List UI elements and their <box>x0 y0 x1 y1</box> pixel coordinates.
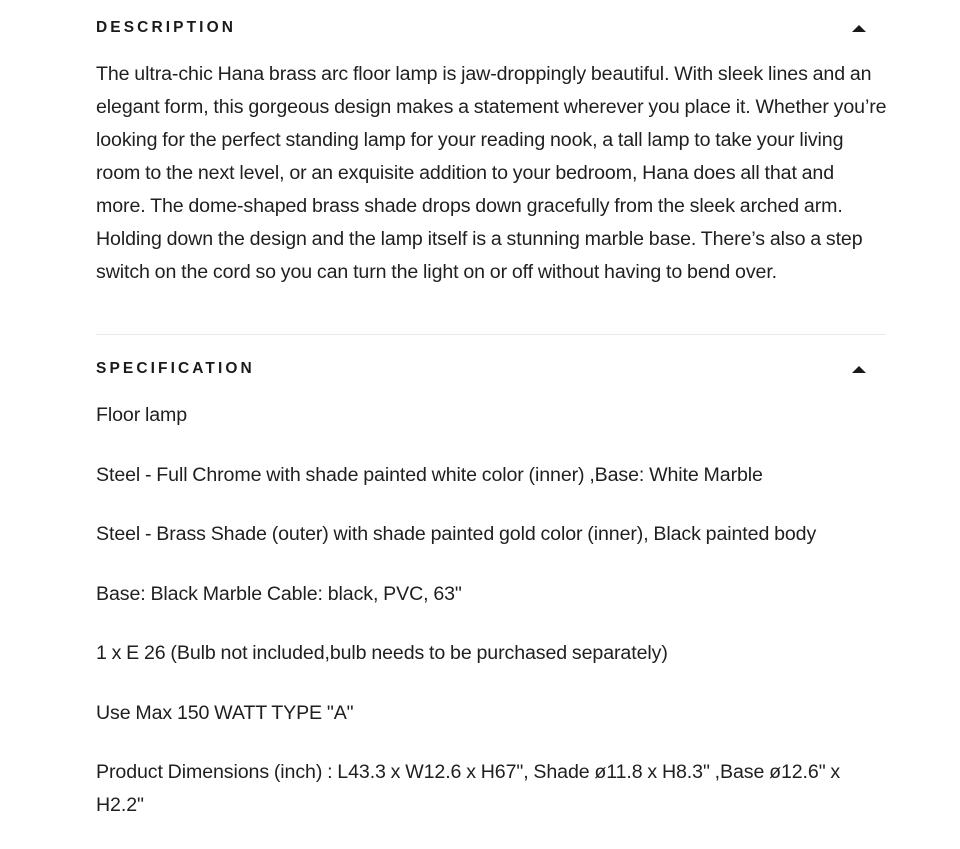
description-title: DESCRIPTION <box>96 19 237 36</box>
specification-title: SPECIFICATION <box>96 360 255 377</box>
caret-up-icon[interactable] <box>852 366 866 373</box>
specification-accordion-header[interactable] <box>96 358 886 380</box>
spec-item-type: Floor lamp <box>96 404 188 426</box>
spec-item-brass-material: Steel - Brass Shade (outer) with shade painted gold color (inner), Black painted body <box>96 523 817 545</box>
section-divider <box>96 334 886 335</box>
description-accordion-header[interactable] <box>96 17 886 39</box>
description-body: The ultra-chic Hana brass arc floor lamp is jaw-droppingly beautiful. With sleek lines and an elegant form, this gorgeous design makes a statement wherever you place it. Whether you’re looking for the perfect standing lamp for your reading nook, a tall lamp to take your living room to the next level, or an exquisite addition to your bedroom, Hana does all that and more. The dome-shaped brass shade drops down gracefully from the sleek arched arm. Holding down the design and the lamp itself is a stunning marble base. There’s also a step switch on the cord so you can turn the light on or off without having to bend over. <box>96 63 887 283</box>
spec-item-wattage: Use Max 150 WATT TYPE "A" <box>96 701 354 724</box>
specification-list <box>96 399 888 849</box>
spec-item-bulb: 1 x E 26 (Bulb not included,bulb needs to be purchased separately) <box>96 642 668 664</box>
spec-item-base-cable: Base: Black Marble Cable: black, PVC, 63" <box>96 582 462 605</box>
spec-item-dimensions: Product Dimensions (inch) : L43.3 x W12.6 x H67", Shade ø11.8 x H8.3" ,Base ø12.6" x H2.2" <box>96 761 841 816</box>
spec-item-chrome-material: Steel - Full Chrome with shade painted white color (inner) ,Base: White Marble <box>96 463 763 486</box>
caret-up-icon[interactable] <box>852 25 866 32</box>
